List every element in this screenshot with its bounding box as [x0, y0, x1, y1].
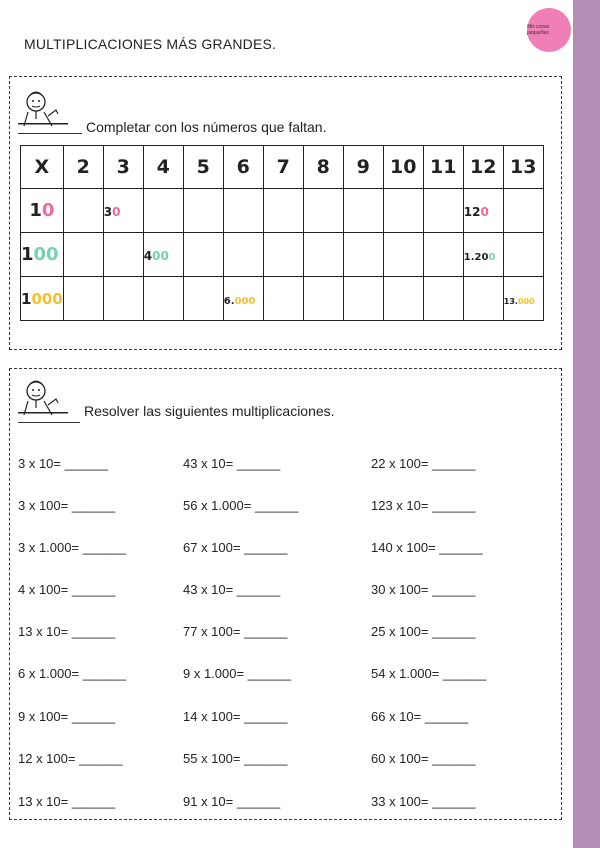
- answer-cell[interactable]: [183, 233, 223, 277]
- answer-cell[interactable]: [503, 189, 543, 233]
- header-cell: 7: [263, 146, 303, 189]
- answer-cell[interactable]: [463, 277, 503, 321]
- logo: [527, 8, 571, 52]
- header-cell: 6: [223, 146, 263, 189]
- answer-cell[interactable]: [263, 189, 303, 233]
- answer-cell[interactable]: [503, 233, 543, 277]
- answer-cell[interactable]: [63, 233, 103, 277]
- answer-cell[interactable]: [423, 233, 463, 277]
- row-label: 100: [21, 233, 64, 277]
- header-cell: 3: [103, 146, 143, 189]
- exercise[interactable]: 55 x 100= ______: [183, 751, 288, 766]
- header-cell: 5: [183, 146, 223, 189]
- answer-cell: 30: [103, 189, 143, 233]
- answer-cell[interactable]: [63, 189, 103, 233]
- exercise[interactable]: 140 x 100= ______: [371, 540, 483, 555]
- exercise[interactable]: 3 x 1.000= ______: [18, 540, 127, 555]
- exercise[interactable]: 43 x 10= ______: [183, 582, 281, 597]
- exercise[interactable]: 4 x 100= ______: [18, 582, 116, 597]
- answer-cell[interactable]: [303, 277, 343, 321]
- answer-cell[interactable]: [223, 189, 263, 233]
- table-row: [21, 233, 544, 277]
- logo-text: Mis cosas pequeñas: [527, 24, 550, 36]
- answer-cell: 1.200: [463, 233, 503, 277]
- answer-cell[interactable]: [183, 277, 223, 321]
- answer-cell: 13.000: [503, 277, 543, 321]
- header-cell: 10: [383, 146, 423, 189]
- answer-cell: 120: [463, 189, 503, 233]
- exercise[interactable]: 13 x 10= ______: [18, 624, 116, 639]
- instruction-underline: [18, 133, 82, 134]
- answer-cell[interactable]: [63, 277, 103, 321]
- header-cell: 13: [503, 146, 543, 189]
- exercise[interactable]: 54 x 1.000= ______: [371, 666, 487, 681]
- exercise[interactable]: 12 x 100= ______: [18, 751, 123, 766]
- exercise[interactable]: 67 x 100= ______: [183, 540, 288, 555]
- answer-cell[interactable]: [303, 189, 343, 233]
- answer-cell[interactable]: [343, 277, 383, 321]
- exercise[interactable]: 30 x 100= ______: [371, 582, 476, 597]
- multiplication-table: [20, 145, 544, 321]
- exercise[interactable]: 9 x 100= ______: [18, 709, 116, 724]
- exercise[interactable]: 123 x 10= ______: [371, 498, 476, 513]
- page-title: MULTIPLICACIONES MÁS GRANDES.: [24, 36, 277, 52]
- exercise[interactable]: 3 x 100= ______: [18, 498, 116, 513]
- answer-cell[interactable]: [423, 189, 463, 233]
- exercise[interactable]: 13 x 10= ______: [18, 794, 116, 809]
- answer-cell[interactable]: [183, 189, 223, 233]
- table-row: [21, 277, 544, 321]
- row-label: 1000: [21, 277, 64, 321]
- answer-cell[interactable]: [263, 233, 303, 277]
- thinking-figure-icon: [18, 90, 68, 130]
- header-cell: 11: [423, 146, 463, 189]
- instruction-underline: [18, 422, 80, 423]
- instruction-solve: Resolver las siguientes multiplicaciones.: [84, 403, 335, 419]
- exercise[interactable]: 77 x 100= ______: [183, 624, 288, 639]
- answer-cell[interactable]: [383, 233, 423, 277]
- answer-cell[interactable]: [343, 189, 383, 233]
- answer-cell[interactable]: [143, 189, 183, 233]
- answer-cell[interactable]: [263, 277, 303, 321]
- exercise[interactable]: 9 x 1.000= ______: [183, 666, 292, 681]
- answer-cell[interactable]: [383, 189, 423, 233]
- answer-cell[interactable]: [143, 277, 183, 321]
- exercise[interactable]: 91 x 10= ______: [183, 794, 281, 809]
- answer-cell[interactable]: [223, 233, 263, 277]
- header-cell: 9: [343, 146, 383, 189]
- exercise[interactable]: 22 x 100= ______: [371, 456, 476, 471]
- header-cell: 8: [303, 146, 343, 189]
- side-strip: [573, 0, 600, 848]
- answer-cell: 400: [143, 233, 183, 277]
- exercise[interactable]: 25 x 100= ______: [371, 624, 476, 639]
- thinking-figure-icon: [18, 379, 68, 419]
- answer-cell[interactable]: [423, 277, 463, 321]
- exercise[interactable]: 43 x 10= ______: [183, 456, 281, 471]
- instruction-complete: Completar con los números que faltan.: [86, 119, 327, 135]
- exercise[interactable]: 14 x 100= ______: [183, 709, 288, 724]
- table-row: [21, 189, 544, 233]
- header-cell: X: [21, 146, 64, 189]
- row-label: 10: [21, 189, 64, 233]
- exercise[interactable]: 56 x 1.000= ______: [183, 498, 299, 513]
- exercise[interactable]: 66 x 10= ______: [371, 709, 469, 724]
- header-cell: 2: [63, 146, 103, 189]
- header-cell: 12: [463, 146, 503, 189]
- answer-cell[interactable]: [343, 233, 383, 277]
- table-header-row: [21, 146, 544, 189]
- exercise[interactable]: 33 x 100= ______: [371, 794, 476, 809]
- exercise[interactable]: 60 x 100= ______: [371, 751, 476, 766]
- answer-cell[interactable]: [303, 233, 343, 277]
- answer-cell[interactable]: [383, 277, 423, 321]
- exercise[interactable]: 6 x 1.000= ______: [18, 666, 127, 681]
- header-cell: 4: [143, 146, 183, 189]
- exercise[interactable]: 3 x 10= ______: [18, 456, 108, 471]
- answer-cell[interactable]: [103, 233, 143, 277]
- answer-cell[interactable]: [103, 277, 143, 321]
- answer-cell: 6.000: [223, 277, 263, 321]
